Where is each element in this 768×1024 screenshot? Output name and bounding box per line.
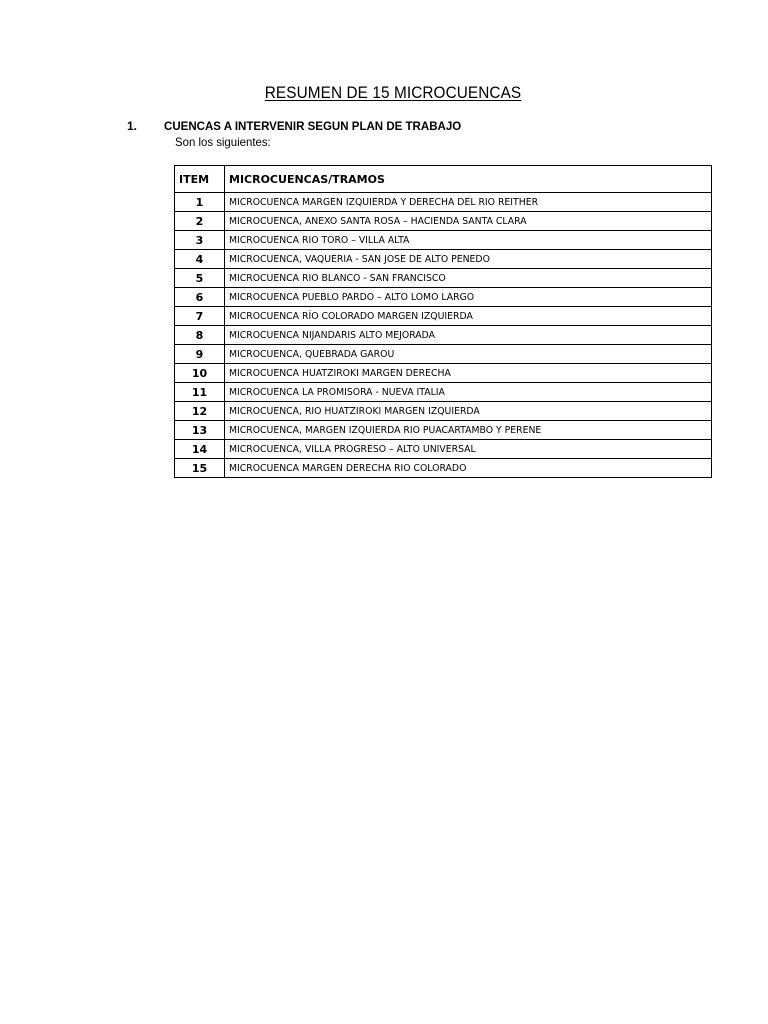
microcuenca-name-cell xyxy=(225,288,712,307)
section-number: 1. xyxy=(127,119,138,133)
table-row xyxy=(175,193,712,212)
item-number-cell: 4 xyxy=(175,250,225,269)
table-row xyxy=(175,307,712,326)
table-row xyxy=(175,459,712,478)
table-row xyxy=(175,250,712,269)
item-number-cell: 9 xyxy=(175,345,225,364)
item-number-cell: 15 xyxy=(175,459,225,478)
item-number-cell: 10 xyxy=(175,364,225,383)
microcuenca-name: MICROCUENCA MARGEN IZQUIERDA Y DERECHA DEL RIO REITHER xyxy=(229,196,539,208)
microcuenca-name: MICROCUENCA, MARGEN IZQUIERDA RIO PUACARTAMBO Y PERENE xyxy=(229,424,542,436)
microcuenca-name-cell xyxy=(225,345,712,364)
table-row xyxy=(175,345,712,364)
document-title: RESUMEN DE 15 MICROCUENCAS xyxy=(264,84,522,102)
microcuenca-name: MICROCUENCA RIO TORO – VILLA ALTA xyxy=(229,234,410,246)
table-row xyxy=(175,288,712,307)
microcuenca-name: MICROCUENCA RÍO COLORADO MARGEN IZQUIERDA xyxy=(229,310,473,322)
column-header-microcuencas: MICROCUENCAS/TRAMOS xyxy=(225,166,712,193)
table-row xyxy=(175,440,712,459)
item-number-cell: 12 xyxy=(175,402,225,421)
item-number-cell: 8 xyxy=(175,326,225,345)
microcuenca-name: MICROCUENCA, ANEXO SANTA ROSA – HACIENDA SANTA CLARA xyxy=(229,215,527,227)
microcuenca-name-cell xyxy=(225,326,712,345)
microcuenca-name-cell xyxy=(225,193,712,212)
item-number-cell: 13 xyxy=(175,421,225,440)
column-header-item: ITEM xyxy=(175,166,225,193)
microcuenca-name: MICROCUENCA, QUEBRADA GAROU xyxy=(229,348,395,360)
microcuenca-name-cell xyxy=(225,269,712,288)
microcuenca-name: MICROCUENCA MARGEN DERECHA RIO COLORADO xyxy=(229,462,467,474)
table-body xyxy=(175,193,712,478)
microcuenca-name: MICROCUENCA HUATZIROKI MARGEN DERECHA xyxy=(229,367,451,379)
microcuenca-name-cell xyxy=(225,440,712,459)
microcuenca-name-cell xyxy=(225,383,712,402)
microcuencas-table xyxy=(174,165,712,478)
table-row xyxy=(175,326,712,345)
table-row xyxy=(175,421,712,440)
item-number-cell: 6 xyxy=(175,288,225,307)
section-heading: CUENCAS A INTERVENIR SEGUN PLAN DE TRABAJO xyxy=(164,119,462,133)
microcuenca-name: MICROCUENCA LA PROMISORA - NUEVA ITALIA xyxy=(229,386,445,398)
item-number-cell: 1 xyxy=(175,193,225,212)
table-row xyxy=(175,364,712,383)
item-number-cell: 11 xyxy=(175,383,225,402)
microcuenca-name-cell xyxy=(225,250,712,269)
item-number-cell: 14 xyxy=(175,440,225,459)
microcuenca-name: MICROCUENCA PUEBLO PARDO – ALTO LOMO LARGO xyxy=(229,291,475,303)
microcuenca-name: MICROCUENCA, VAQUERIA - SAN JOSE DE ALTO PENEDO xyxy=(229,253,490,265)
table-row xyxy=(175,212,712,231)
table-row xyxy=(175,269,712,288)
microcuenca-name: MICROCUENCA NIJANDARIS ALTO MEJORADA xyxy=(229,329,436,341)
microcuenca-name: MICROCUENCA, RIO HUATZIROKI MARGEN IZQUIERDA xyxy=(229,405,480,417)
item-number-cell: 7 xyxy=(175,307,225,326)
table-header-row xyxy=(175,166,712,193)
microcuenca-name-cell xyxy=(225,307,712,326)
item-number-cell: 3 xyxy=(175,231,225,250)
item-number-cell: 2 xyxy=(175,212,225,231)
microcuenca-name-cell xyxy=(225,364,712,383)
table-row xyxy=(175,383,712,402)
microcuenca-name-cell xyxy=(225,459,712,478)
microcuenca-name-cell xyxy=(225,421,712,440)
microcuenca-name-cell xyxy=(225,402,712,421)
microcuenca-name-cell xyxy=(225,231,712,250)
table-row xyxy=(175,231,712,250)
microcuenca-name: MICROCUENCA, VILLA PROGRESO – ALTO UNIVERSAL xyxy=(229,443,476,455)
microcuenca-name: MICROCUENCA RIO BLANCO - SAN FRANCISCO xyxy=(229,272,446,284)
microcuenca-name-cell xyxy=(225,212,712,231)
table-row xyxy=(175,402,712,421)
item-number-cell: 5 xyxy=(175,269,225,288)
section-intro: Son los siguientes: xyxy=(175,135,271,149)
